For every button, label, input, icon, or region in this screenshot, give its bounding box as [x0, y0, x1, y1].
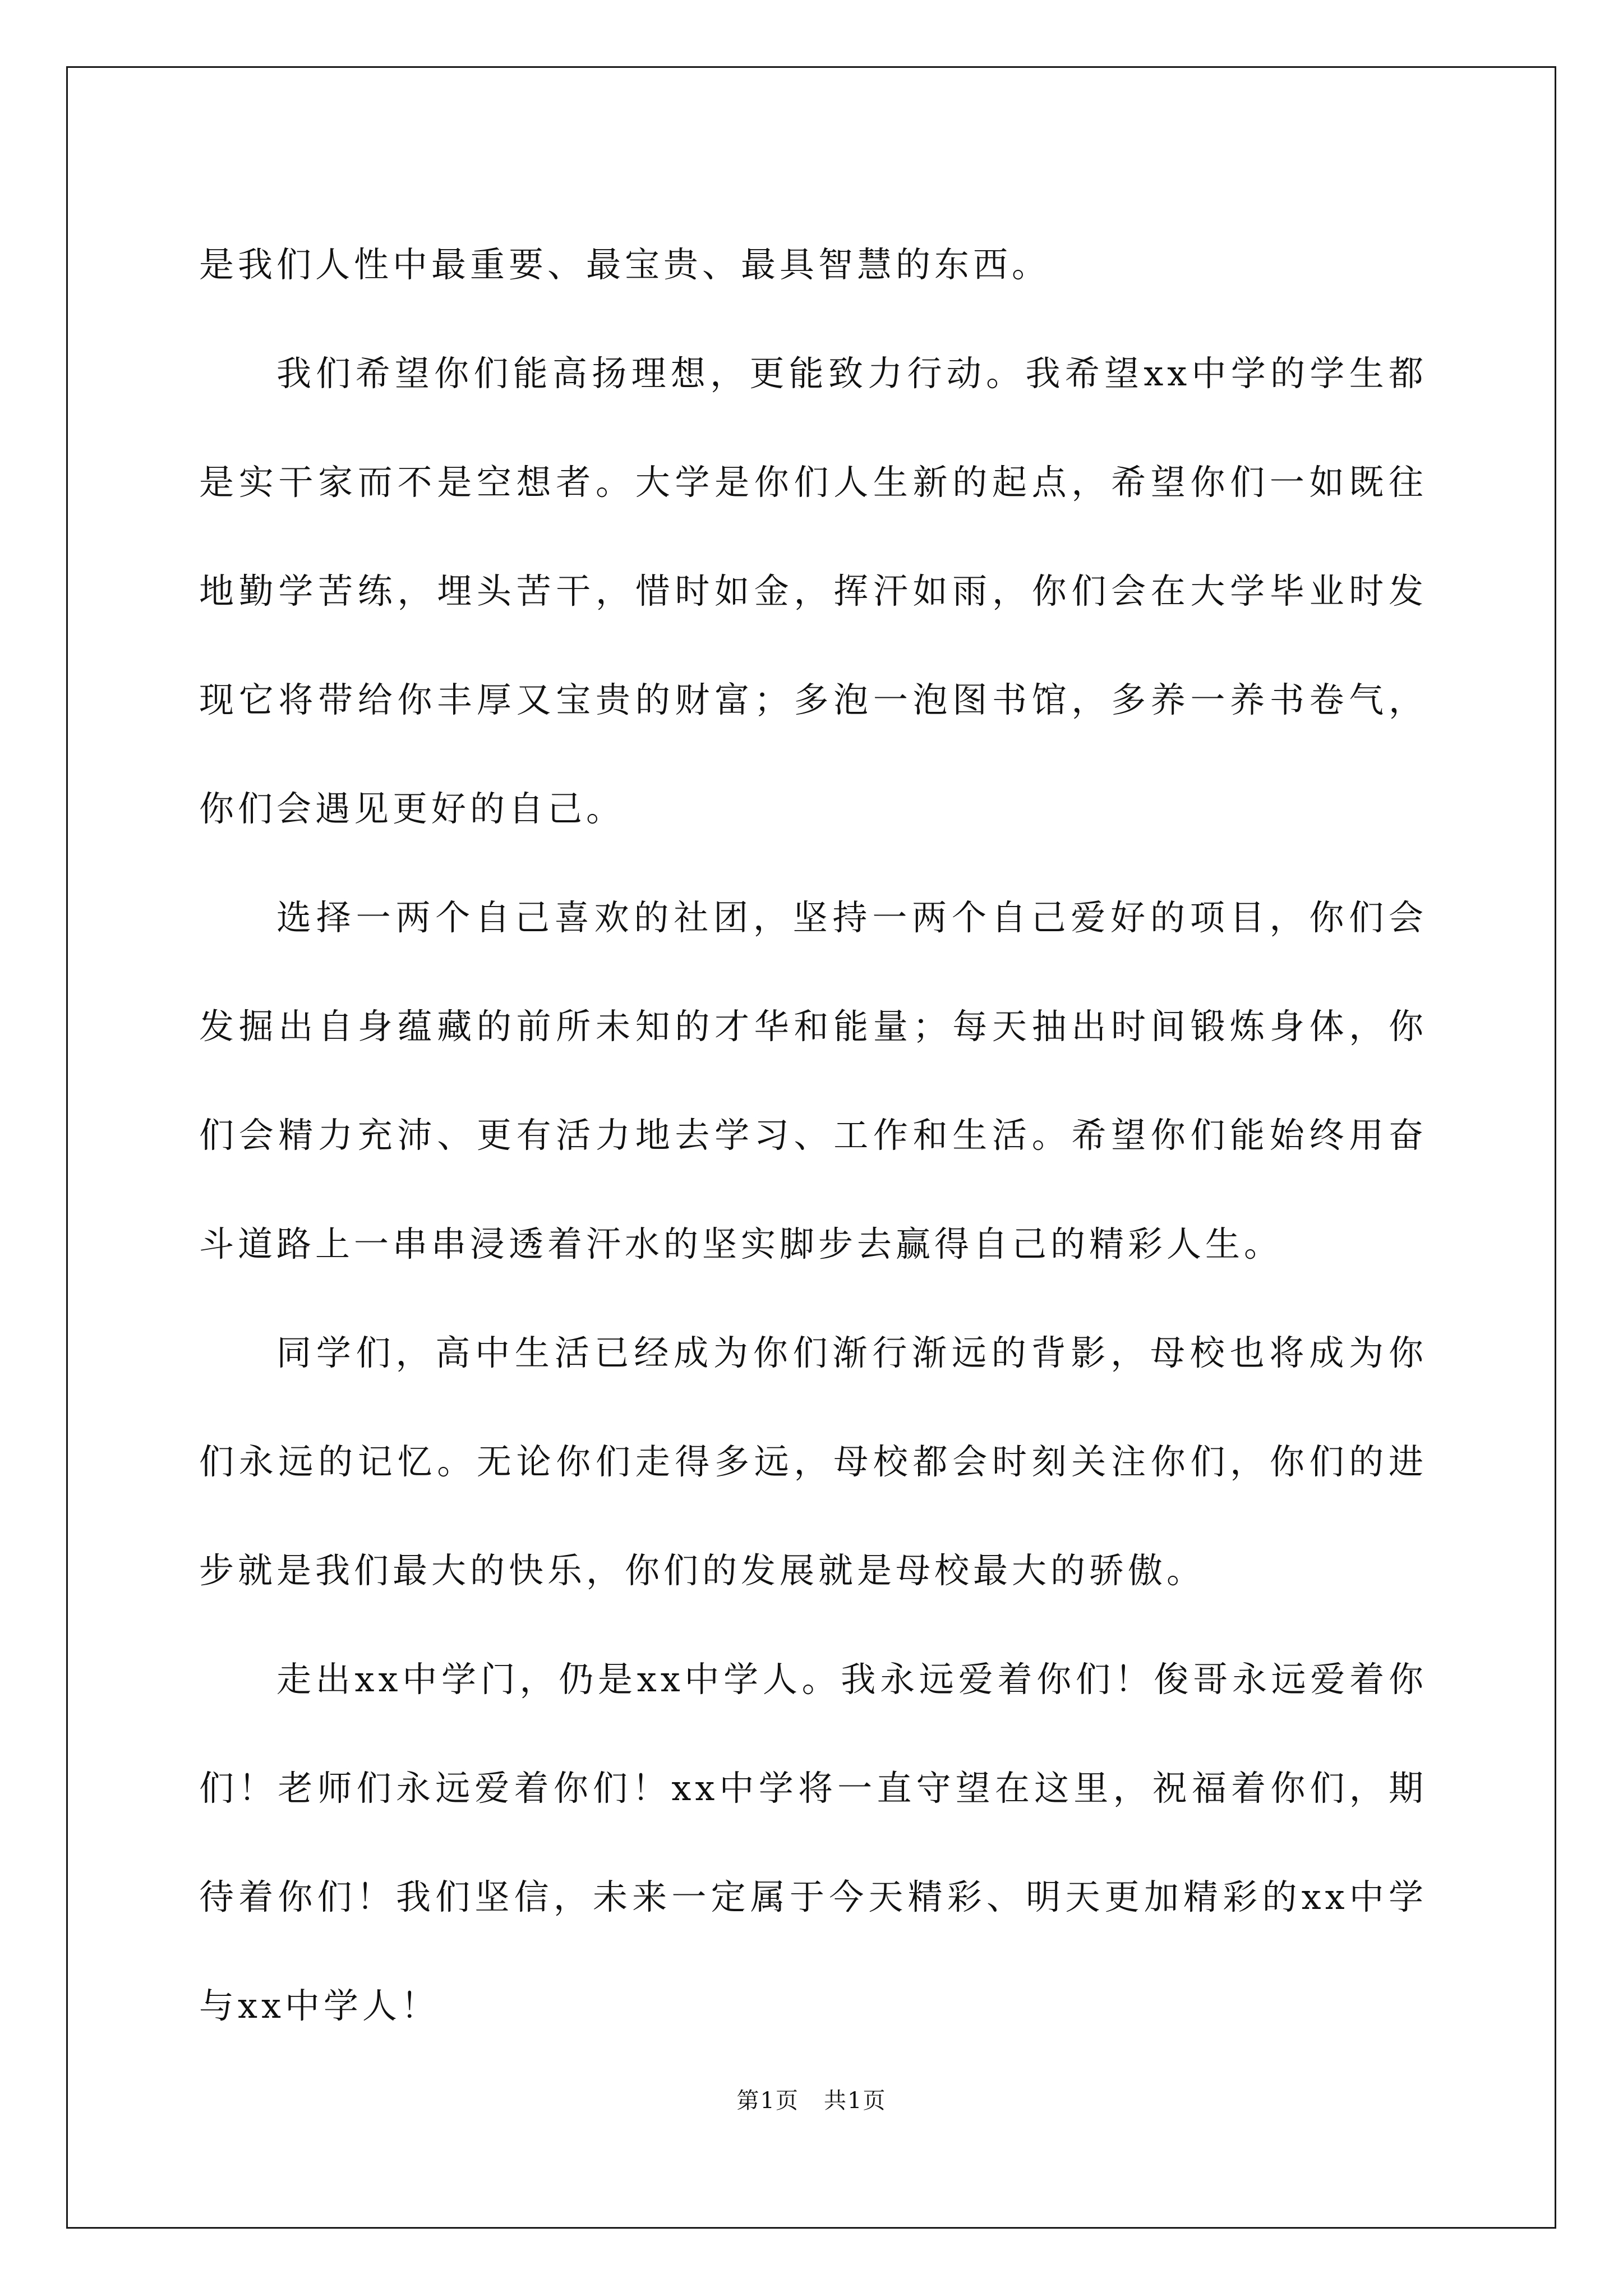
page-number: 第1页 [736, 2088, 799, 2114]
paragraph: 选择一两个自己喜欢的社团，坚持一两个自己爱好的项目，你们会发掘出自身蕴藏的前所未知的才华和能量；每天抽出时间锻炼身体，你们会精力充沛、更有活力地去学习、工作和生活。希望你们能始终用奋斗道路上一串串浸透着汗水的坚实脚步去赢得自己的精彩人生。 [199, 897, 1427, 1264]
paragraph: 同学们，高中生活已经成为你们渐行渐远的背影，母校也将成为你们永远的记忆。无论你们走得多远，母校都会时刻关注你们，你们的进步就是我们最大的快乐，你们的发展就是母校最大的骄傲。 [199, 1332, 1427, 1591]
page-footer [0, 2084, 1623, 2118]
page-total: 共1页 [824, 2088, 887, 2114]
paragraph: 走出xx中学门，仍是xx中学人。我永远爱着你们！俊哥永远爱着你们！老师们永远爱着你们！xx中学将一直守望在这里，祝福着你们，期待着你们！我们坚信，未来一定属于今天精彩、明天更加精彩的xx中学与xx中学人！ [199, 1659, 1427, 2026]
paragraph-continuation: 是我们人性中最重要、最宝贵、最具智慧的东西。 [199, 244, 1051, 285]
paragraph: 我们希望你们能高扬理想，更能致力行动。我希望xx中学的学生都是实干家而不是空想者。大学是你们人生新的起点，希望你们一如既往地勤学苦练，埋头苦干，惜时如金，挥汗如雨，你们会在大学毕业时发现它将带给你丰厚又宝贵的财富；多泡一泡图书馆，多养一养书卷气，你们会遇见更好的自己。 [199, 353, 1427, 829]
document-body [199, 210, 1427, 2060]
